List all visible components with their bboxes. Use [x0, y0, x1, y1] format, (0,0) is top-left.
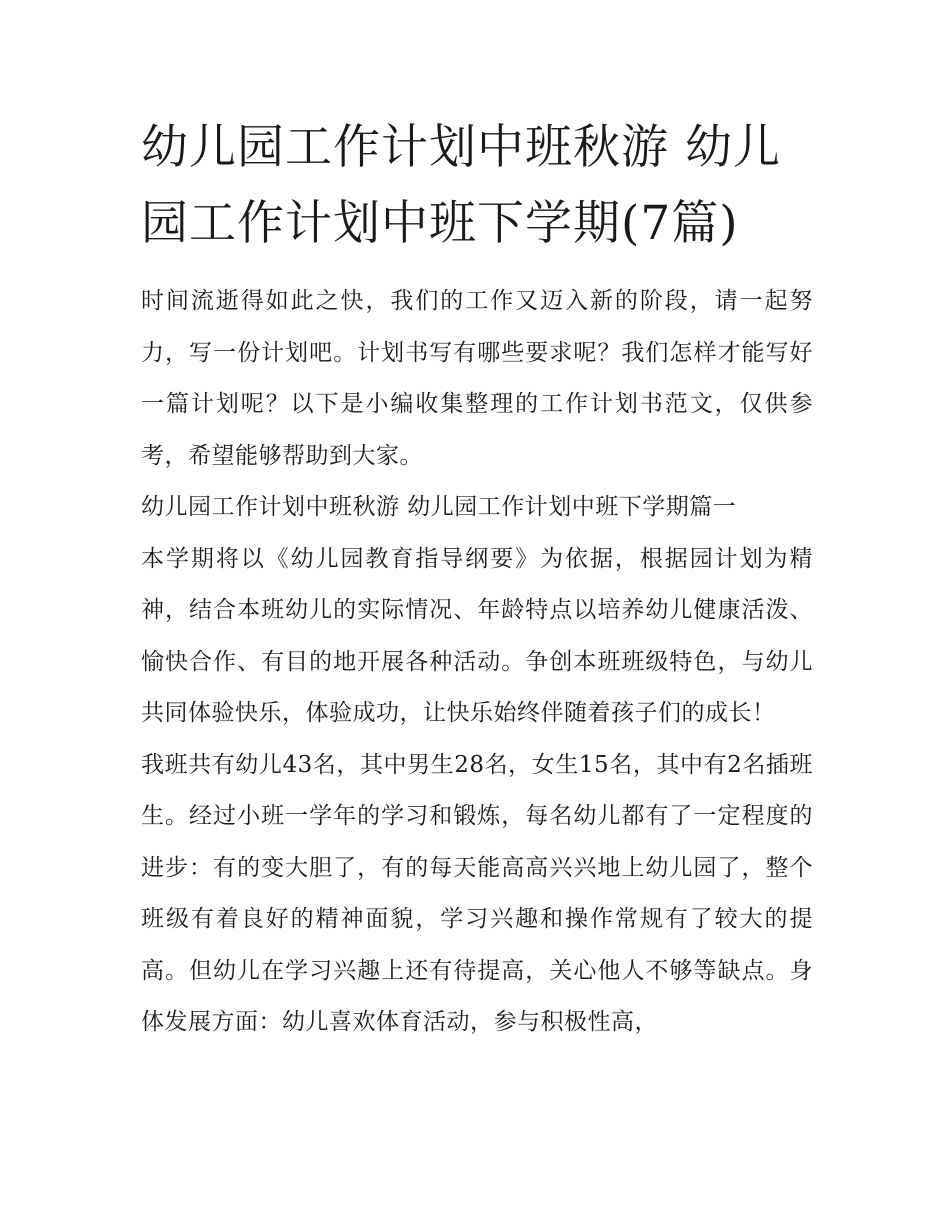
- body-paragraph-class-status: 我班共有幼儿43名，其中男生28名，女生15名，其中有2名插班生。经过小班一学年的学习和锻炼，每名幼儿都有了一定程度的进步：有的变大胆了，有的每天能高高兴兴地上幼儿园了，整个班级有着良好的精神面貌，学习兴趣和操作常规有了较大的提高。但幼儿在学习兴趣上还有待提高，关心他人不够等缺点。身体发展方面：幼儿喜欢体育活动，参与积极性高，: [141, 751, 813, 1035]
- body-paragraph-goals: 本学期将以《幼儿园教育指导纲要》为依据，根据园计划为精神，结合本班幼儿的实际情况、年龄特点以培养幼儿健康活泼、愉快合作、有目的地开展各种活动。争创本班班级特色，与幼儿共同体验快乐，体验成功，让快乐始终伴随着孩子们的成长！: [141, 545, 813, 726]
- document-title: 幼儿园工作计划中班秋游 幼儿园工作计划中班下学期(7篇): [141, 120, 781, 251]
- document-page: [141, 110, 813, 1049]
- intro-paragraph: 时间流逝得如此之快，我们的工作又迈入新的阶段，请一起努力，写一份计划吧。计划书写有哪些要求呢？我们怎样才能写好一篇计划呢？以下是小编收集整理的工作计划书范文，仅供参考，希望能够帮助到大家。: [141, 288, 813, 469]
- section-heading: 幼儿园工作计划中班秋游 幼儿园工作计划中班下学期篇一: [141, 494, 737, 520]
